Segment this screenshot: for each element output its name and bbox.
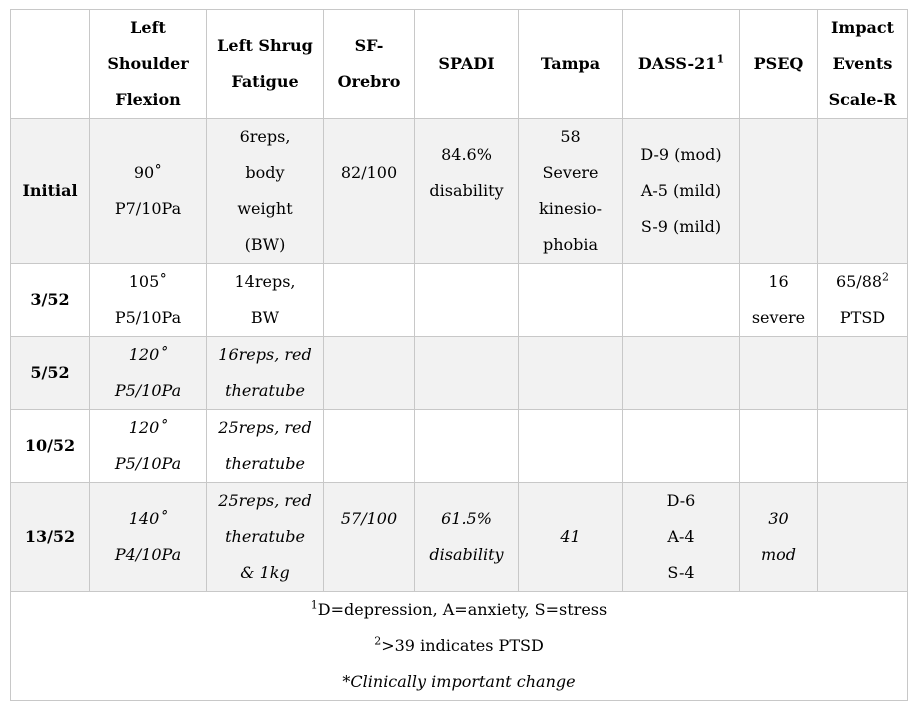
cell-line: 57/100 [340,509,398,528]
cell-line: D-9 (mod) [640,145,722,164]
footnote-2 [15,628,903,664]
row-label: Initial [11,119,90,264]
cell-flexion [90,483,207,592]
cell-line: S-9 (mild) [640,217,722,236]
cell-flexion [90,410,207,483]
cell-line: severe [751,308,806,327]
header-line: Events [832,54,893,73]
header-line: SF- [354,36,384,55]
header-row [11,10,908,119]
cell-line: kinesio- [539,199,602,218]
cell-line: 25reps, red [218,418,312,437]
footnote-marker: 2 [374,634,382,648]
table-row [11,337,908,410]
header-line: Left Shrug [217,36,313,55]
cell-line: body [245,163,285,182]
cell-dass [623,119,740,264]
cell-shrug [207,483,324,592]
cell-line: D-6 [666,491,696,510]
cell-line: 30 [768,509,789,528]
cell-pseq [740,119,818,264]
header-line: Tampa [540,54,601,73]
cell-line: A-5 (mild) [640,181,722,200]
cell-ies [818,337,908,410]
cell-sf-orebro [324,119,415,264]
cell-flexion [90,337,207,410]
cell-tampa [519,410,623,483]
footnote-marker: 1 [310,598,318,612]
cell-line: weight [237,199,293,218]
cell-shrug [207,264,324,337]
cell-ies [818,483,908,592]
header-line [627,46,735,82]
header-line: Fatigue [231,72,299,91]
row-label: 5/52 [11,337,90,410]
cell-pseq [740,264,818,337]
cell-sf-orebro [324,264,415,337]
footnote-text: >39 indicates PTSD [381,636,544,655]
cell-dass [623,264,740,337]
cell-shrug [207,337,324,410]
cell-tampa [519,483,623,592]
cell-line: 90˚ [133,163,163,182]
cell-line: P4/10Pa [114,545,182,564]
table-row [11,264,908,337]
header-line: Flexion [115,90,181,109]
cell-ies [818,264,908,337]
header-line: Shoulder [107,54,189,73]
cell-line: 14reps, [234,272,296,291]
header-sf-orebro [324,10,415,119]
cell-line: mod [760,545,797,564]
cell-spadi [415,483,519,592]
header-tampa [519,10,623,119]
header-pseq [740,10,818,119]
cell-line: Severe [542,163,599,182]
cell-line: 120˚ [128,345,168,364]
header-empty [11,10,90,119]
cell-sf-orebro [324,483,415,592]
cell-ies [818,410,908,483]
cell-line: phobia [542,235,599,254]
cell-shrug [207,119,324,264]
footnotes-row [11,592,908,701]
row-label: 13/52 [11,483,90,592]
footnote-1 [15,592,903,628]
cell-line [822,264,903,300]
cell-line: 41 [560,527,581,546]
cell-flexion [90,264,207,337]
cell-line: theratube [225,454,305,473]
cell-pseq [740,483,818,592]
cell-spadi [415,119,519,264]
cell-line: 84.6% [441,145,492,164]
header-left-shrug-fatigue [207,10,324,119]
cell-dass [623,337,740,410]
header-spadi [415,10,519,119]
cell-line: 16 [768,272,789,291]
cell-tampa [519,337,623,410]
table-row [11,483,908,592]
cell-spadi [415,410,519,483]
row-label: 10/52 [11,410,90,483]
cell-sf-orebro [324,410,415,483]
header-line: Orebro [337,72,401,91]
header-left-shoulder-flexion [90,10,207,119]
footnote-text: D=depression, A=anxiety, S=stress [317,600,608,619]
header-line: PSEQ [753,54,804,73]
header-line: Impact [830,18,895,37]
cell-line: theratube [225,527,305,546]
footnote-marker: 2 [882,270,890,284]
header-impact-events-scale [818,10,908,119]
cell-dass [623,410,740,483]
header-line: Left [130,18,166,37]
cell-line: 140˚ [128,509,168,528]
cell-line: disability [429,545,504,564]
cell-line: disability [429,181,504,200]
dass-label: DASS-21 [637,54,717,73]
cell-pseq [740,337,818,410]
footnotes-cell [11,592,908,701]
footnote-marker: 1 [716,52,725,66]
cell-spadi [415,337,519,410]
ies-score: 65/88 [835,272,883,291]
cell-line: P5/10Pa [114,308,182,327]
cell-line: P5/10Pa [114,381,182,400]
cell-line: P7/10Pa [114,199,182,218]
row-label: 3/52 [11,264,90,337]
cell-line: 16reps, red [218,345,312,364]
cell-line: & 1kg [240,563,290,582]
cell-line: (BW) [244,235,286,254]
cell-tampa [519,119,623,264]
cell-line: 82/100 [340,163,398,182]
cell-line: 58 [560,127,581,146]
footnote-3: *Clinically important change [342,672,576,691]
cell-line: A-4 [667,527,695,546]
header-line: Scale-R [828,90,897,109]
outcome-measures-table [10,9,908,701]
table-row [11,119,908,264]
cell-shrug [207,410,324,483]
cell-line: 25reps, red [218,491,312,510]
header-dass-21 [623,10,740,119]
table-row [11,410,908,483]
cell-line: theratube [225,381,305,400]
cell-line: PTSD [839,308,886,327]
cell-ies [818,119,908,264]
cell-pseq [740,410,818,483]
cell-flexion [90,119,207,264]
cell-line: 120˚ [128,418,168,437]
cell-sf-orebro [324,337,415,410]
cell-line: P5/10Pa [114,454,182,473]
cell-tampa [519,264,623,337]
header-line: SPADI [438,54,495,73]
cell-dass [623,483,740,592]
cell-line: BW [250,308,280,327]
cell-line: 61.5% [441,509,492,528]
cell-line: 105˚ [128,272,168,291]
cell-line: S-4 [667,563,695,582]
cell-line: 6reps, [239,127,291,146]
cell-spadi [415,264,519,337]
